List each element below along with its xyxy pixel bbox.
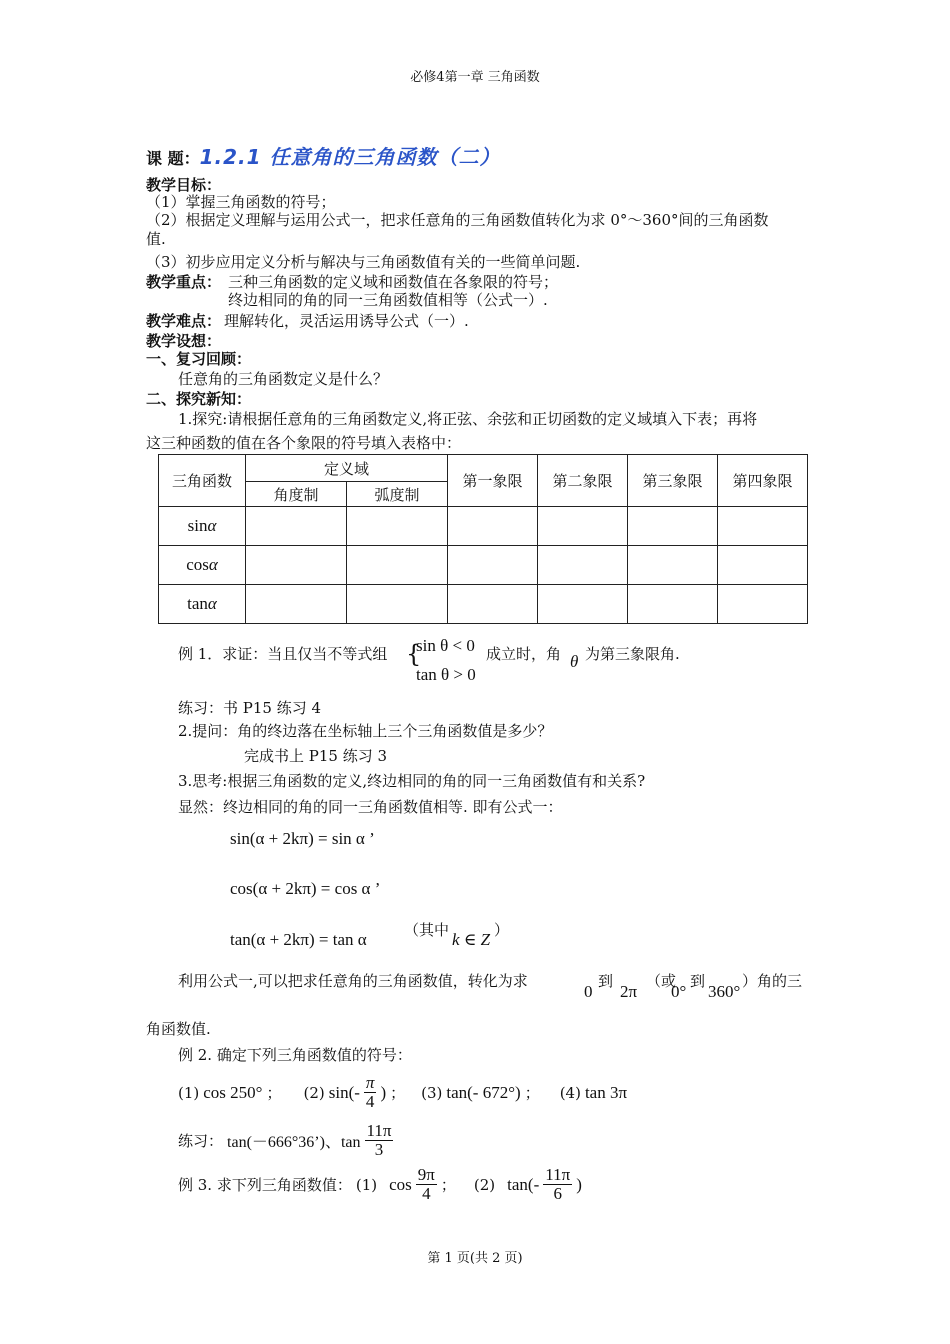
formula-cos: cos(α + 2kπ) = cos α ’ xyxy=(230,879,381,898)
fn-var: α xyxy=(208,555,218,574)
ex2-expr-4: tan 3π xyxy=(584,1082,628,1102)
example-2-items xyxy=(178,1074,627,1111)
practice-2-den: 3 xyxy=(374,1140,384,1159)
review-question: 任意角的三角函数定义是什么？ xyxy=(178,370,389,388)
table-cell xyxy=(718,585,808,624)
objective-2-cont: 值. xyxy=(146,230,166,248)
ex3-sep-1: ； xyxy=(440,1176,456,1194)
ex3-den-2: 6 xyxy=(553,1184,562,1203)
header-quadrant-1: 第一象限 xyxy=(448,455,538,507)
table-cell xyxy=(628,585,718,624)
ex3-fraction-1 xyxy=(416,1166,437,1203)
ex2-expr-2a: sin(- xyxy=(328,1082,360,1102)
ex3-fraction-2 xyxy=(543,1166,572,1203)
explore-text-1: 1.探究:请根据任意角的三角函数定义,将正弦、余弦和正切函数的定义域填入下表；再将 xyxy=(178,410,758,428)
title-text: 1.2.1 任意角的三角函数（二） xyxy=(199,145,501,169)
table-cell xyxy=(718,507,808,546)
ex3-p2: (2) xyxy=(473,1175,496,1194)
ex3-p1: (1) xyxy=(355,1175,378,1194)
example-1-theta: θ xyxy=(570,652,579,671)
usage-zero: 0 xyxy=(584,982,593,1001)
header-degree: 角度制 xyxy=(246,482,347,507)
example-3-label: 例 3. 求下列三角函数值： xyxy=(178,1176,352,1194)
ex2-p4: (4) xyxy=(559,1083,581,1102)
usage-line-2: 角函数值. xyxy=(146,1020,211,1038)
lesson-title xyxy=(146,141,500,170)
table-cell xyxy=(246,507,347,546)
table-cell xyxy=(538,546,628,585)
example-2-label: 例 2. 确定下列三角函数值的符号： xyxy=(178,1046,412,1064)
formula-tan: tan(α + 2kπ) = tan α xyxy=(230,930,367,949)
practice-2-fraction xyxy=(365,1122,394,1159)
explore-heading: 二、探究新知： xyxy=(146,390,252,408)
page-header: 必修4第一章 三角函数 xyxy=(410,70,540,85)
objective-2: （2）根据定义理解与运用公式一，把求任意角的三角函数值转化为求 0°～360°间的三角函数 xyxy=(146,211,769,229)
example-3 xyxy=(178,1166,582,1203)
header-radian: 弧度制 xyxy=(347,482,448,507)
ex2-expr-1: cos 250° xyxy=(203,1082,263,1102)
brace-symbol: { xyxy=(406,640,422,668)
example-1-prefix: 例 1．求证：当且仅当不等式组 xyxy=(178,645,388,663)
table-cell xyxy=(718,546,808,585)
ex2-p3: (3) xyxy=(421,1083,443,1102)
ex2-expr-3: tan(- 672°) xyxy=(446,1082,521,1102)
fn-var: α xyxy=(207,516,217,535)
ex2-num: π xyxy=(365,1073,375,1092)
header-domain: 定义域 xyxy=(246,455,448,482)
practice-2-label: 练习： xyxy=(178,1132,224,1150)
table-cell xyxy=(628,546,718,585)
key-point-1: 三种三角函数的定义域和函数值在各象限的符号； xyxy=(228,273,559,291)
usage-text-a: 利用公式一,可以把求任意角的三角函数值，转化为求 xyxy=(178,972,528,990)
objectives-heading: 教学目标： xyxy=(146,176,222,194)
review-heading: 一、复习回顾： xyxy=(146,350,252,368)
fn-name: sin xyxy=(187,516,208,535)
table-row xyxy=(159,546,808,585)
table-cell xyxy=(246,585,347,624)
ex3-expr-2b: ) xyxy=(576,1174,582,1194)
example-1-mid: 成立时，角 xyxy=(486,645,562,663)
formula-sin: sin(α + 2kπ) = sin α ’ xyxy=(230,829,375,848)
example-1-condition-1: sin θ < 0 xyxy=(416,636,475,655)
example-1-suffix: 为第三象限角. xyxy=(585,645,680,663)
ex2-p1: (1) xyxy=(178,1083,200,1102)
difficulty-text: 理解转化，灵活运用诱导公式（一）. xyxy=(224,312,469,330)
usage-two-pi: 2π xyxy=(620,982,638,1001)
explore-text-2: 这三种函数的值在各个象限的符号填入表格中： xyxy=(146,434,462,452)
usage-text-i: ）角的三 xyxy=(742,972,803,990)
fn-name: cos xyxy=(186,555,209,574)
row-function-cos xyxy=(159,546,246,585)
objective-1: （1）掌握三角函数的符号； xyxy=(146,193,336,211)
ex2-fraction xyxy=(364,1074,377,1111)
table-cell xyxy=(246,546,347,585)
ex2-p2: (2) xyxy=(303,1083,325,1102)
ex2-sep-3: ； xyxy=(524,1084,540,1102)
ex2-den: 4 xyxy=(365,1092,375,1111)
table-row xyxy=(159,585,808,624)
table-cell xyxy=(347,585,448,624)
header-quadrant-3: 第三象限 xyxy=(628,455,718,507)
usage-360: 360° xyxy=(708,982,741,1001)
key-point-2: 终边相同的角的同一三角函数值相等（公式一）. xyxy=(228,291,548,309)
table-cell xyxy=(448,507,538,546)
usage-zero-deg: 0° xyxy=(671,982,687,1001)
ex3-den-1: 4 xyxy=(422,1184,431,1203)
practice-2 xyxy=(178,1122,393,1159)
objective-3: （3）初步应用定义分析与解决与三角函数值有关的一些简单问题. xyxy=(146,253,581,271)
header-quadrant-2: 第二象限 xyxy=(538,455,628,507)
ex3-expr-2a: tan(- xyxy=(507,1174,540,1194)
formula-note-close: ） xyxy=(494,921,510,939)
table-cell xyxy=(347,507,448,546)
obvious-text: 显然：终边相同的角的同一三角函数值相等. 即有公式一： xyxy=(178,798,563,816)
page-footer: 第 1 页(共 2 页) xyxy=(427,1251,523,1266)
header-quadrant-4: 第四象限 xyxy=(718,455,808,507)
formula-note-open: （其中 xyxy=(404,921,450,939)
ex2-expr-2b: ) xyxy=(380,1082,387,1102)
ex2-sep-2: ； xyxy=(390,1084,406,1102)
key-points-heading: 教学重点： xyxy=(146,273,222,291)
usage-to-1: 到 xyxy=(598,972,614,990)
table-cell xyxy=(628,507,718,546)
usage-to-2: 到 xyxy=(690,972,706,990)
ex2-sep-1: ； xyxy=(266,1084,282,1102)
ex3-num-2: 11π xyxy=(545,1165,571,1184)
formula-note-k: k ∈ Z xyxy=(452,930,491,949)
table-cell xyxy=(448,585,538,624)
table-cell xyxy=(347,546,448,585)
table-cell xyxy=(538,585,628,624)
example-1-condition-2: tan θ > 0 xyxy=(416,665,476,684)
question-2: 2.提问：角的终边落在坐标轴上三个三角函数值是多少？ xyxy=(178,722,553,740)
difficulty-heading: 教学难点： xyxy=(146,312,222,330)
row-function-sin xyxy=(159,507,246,546)
title-label: 课 题： xyxy=(146,149,200,168)
header-function: 三角函数 xyxy=(159,455,246,507)
design-heading: 教学设想： xyxy=(146,332,222,350)
usage-or: （或 xyxy=(646,972,677,990)
sign-table xyxy=(158,454,808,624)
question-2-sub: 完成书上 P15 练习 3 xyxy=(244,747,388,765)
fn-var: α xyxy=(207,594,217,613)
row-function-tan xyxy=(159,585,246,624)
table-cell xyxy=(448,546,538,585)
table-row xyxy=(159,507,808,546)
practice-2-num: 11π xyxy=(366,1121,392,1140)
ex3-num-1: 9π xyxy=(417,1165,435,1184)
fn-name: tan xyxy=(187,594,208,613)
table-cell xyxy=(538,507,628,546)
ex3-expr-1: cos xyxy=(389,1174,412,1194)
practice-1: 练习：书 P15 练习 4 xyxy=(178,699,322,717)
practice-2-expr: tan(－666°36’)、tan xyxy=(227,1134,361,1151)
question-3: 3.思考:根据三角函数的定义,终边相同的角的同一三角函数值有和关系? xyxy=(178,772,646,790)
